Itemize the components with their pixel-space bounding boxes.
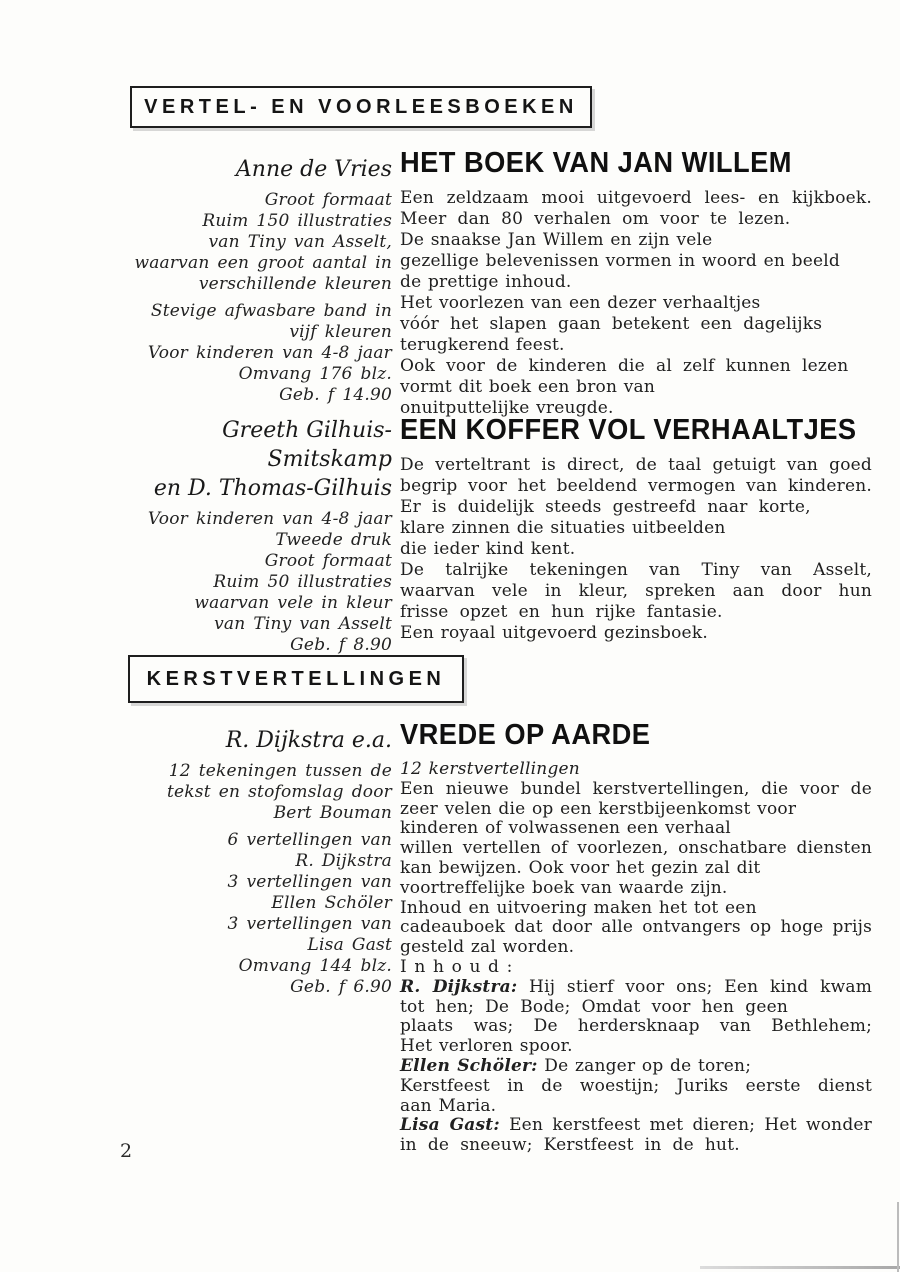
publication-details [100, 761, 392, 824]
detail-line: Geb. f 8.90 [290, 635, 392, 655]
detail-line: waarvan vele in kleur [194, 593, 392, 613]
body-line: tot hen; De Bode; Omdat voor hen geen [400, 996, 788, 1017]
scan-artifact-bottom-edge [700, 1266, 900, 1269]
detail-line: van Tiny van Asselt, [208, 232, 392, 252]
detail-line: 3 vertellingen van [227, 872, 392, 892]
detail-line: Groot formaat [264, 190, 392, 210]
book-title [400, 718, 872, 752]
body-line: die ieder kind kent. [400, 539, 576, 559]
author-name: R. Dijkstra e.a. [225, 728, 392, 753]
body-line: frisse opzet en hun rijke fantasie. [400, 602, 723, 622]
body-line: De talrijke tekeningen van Tiny van Asselt, [400, 560, 872, 580]
book-section-vrede [100, 718, 872, 1156]
description-column [400, 146, 872, 419]
author-column [100, 413, 392, 662]
body-line: cadeauboek dat door alle ontvangers op hoge prijs [400, 917, 872, 938]
body-line: Ook voor de kinderen die al zelf kunnen lezen [400, 356, 849, 376]
publication-details [100, 190, 392, 295]
body-line: Het voorlezen van een dezer verhaaltjes [400, 293, 761, 313]
detail-line: waarvan een groot aantal in [134, 253, 392, 273]
author-block [100, 726, 392, 755]
body-line: onuitputtelijke vreugde. [400, 398, 614, 418]
body-line: Inhoud en uitvoering maken het tot een [400, 897, 757, 918]
publication-details [100, 301, 392, 406]
author-name: Anne de Vries [235, 157, 392, 182]
author-name: en D. Thomas-Gilhuis [153, 476, 392, 501]
detail-line: 6 vertellingen van [227, 830, 392, 850]
author-name: Greeth Gilhuis- [222, 418, 392, 443]
section-header-label: KERSTVERTELLINGEN [146, 667, 446, 690]
author-block [100, 416, 392, 503]
book-section-koffer [100, 413, 872, 662]
body-line: de prettige inhoud. [400, 272, 572, 292]
description-column [400, 718, 872, 1156]
detail-line: Geb. f 14.90 [279, 385, 392, 405]
description-column [400, 413, 872, 662]
body-line: De verteltrant is direct, de taal getuigt van goed [400, 455, 872, 475]
body-line: Een zeldzaam mooi uitgevoerd lees- en kijkboek. [400, 188, 872, 208]
book-title-text: HET BOEK VAN JAN WILLEM [400, 147, 792, 179]
body-line: gezellige belevenissen vormen in woord en beeld [400, 251, 840, 271]
body-line: 12 kerstvertellingen [400, 759, 580, 779]
detail-line: Ruim 50 illustraties [213, 572, 392, 592]
detail-line: Ellen Schöler [271, 893, 392, 913]
body-line: in de sneeuw; Kerstfeest in de hut. [400, 1135, 740, 1156]
body-line: Een nieuwe bundel kerstvertellingen, die voor de [400, 778, 872, 799]
section-header-box-kerst [128, 655, 464, 703]
detail-line: van Tiny van Asselt [214, 614, 392, 634]
body-line: De snaakse Jan Willem en zijn vele [400, 230, 713, 250]
detail-line: Stevige afwasbare band in [150, 301, 392, 321]
detail-line: Voor kinderen van 4-8 jaar [147, 343, 392, 363]
book-title [400, 413, 872, 447]
author-block [100, 155, 392, 184]
body-line: Het verloren spoor. [400, 1036, 573, 1057]
section-header-box-vertel [130, 86, 592, 128]
contributor-name: Lisa Gast: [400, 1115, 500, 1136]
body-line: vormt dit boek een bron van [400, 377, 656, 397]
book-description [400, 455, 872, 644]
body-line: Ellen Schöler: De zanger op de toren; [400, 1055, 752, 1076]
detail-line: Ruim 150 illustraties [202, 211, 392, 231]
body-line: Er is duidelijk steeds gestreefd naar korte, [400, 497, 811, 517]
detail-line: Lisa Gast [307, 935, 392, 955]
body-line: gesteld zal worden. [400, 937, 575, 958]
detail-line: Tweede druk [275, 530, 392, 550]
page-number: 2 [120, 1140, 133, 1162]
author-column [100, 146, 392, 419]
body-line: Lisa Gast: Een kerstfeest met dieren; Het wonder [400, 1115, 872, 1136]
detail-line: Geb. f 6.90 [290, 977, 392, 997]
detail-line: Omvang 176 blz. [238, 364, 392, 384]
body-line: terugkerend feest. [400, 335, 565, 355]
publication-details [100, 830, 392, 998]
body-line: R. Dijkstra: Hij stierf voor ons; Een kind kwam [400, 976, 873, 997]
detail-line: Bert Bouman [273, 803, 392, 823]
author-column [100, 718, 392, 1156]
book-title-text: VREDE OP AARDE [400, 719, 651, 751]
detail-line: Groot formaat [264, 551, 392, 571]
body-line: begrip voor het beeldend vermogen van kinderen. [400, 476, 872, 496]
detail-line: Voor kinderen van 4-8 jaar [147, 509, 392, 529]
detail-line: vijf kleuren [289, 322, 392, 342]
detail-line: Omvang 144 blz. [238, 956, 392, 976]
body-line: plaats was; De herdersknaap van Bethlehem; [400, 1016, 872, 1037]
scan-artifact-right-edge [897, 1202, 899, 1272]
body-line: kinderen of volwassenen een verhaal [400, 818, 731, 839]
section-header-label: VERTEL- EN VOORLEESBOEKEN [144, 95, 578, 118]
book-title-text: EEN KOFFER VOL VERHAALTJES [400, 414, 857, 446]
body-line: aan Maria. [400, 1095, 497, 1116]
author-name: Smitskamp [267, 447, 392, 472]
book-section-jan-willem [100, 146, 872, 419]
body-line: zeer velen die op een kerstbijeenkomst voor [400, 798, 797, 819]
body-line: kan bewijzen. Ook voor het gezin zal dit [400, 857, 761, 878]
publication-details [100, 509, 392, 656]
body-line: voortreffelijke boek van waarde zijn. [400, 877, 728, 898]
body-line: waarvan vele in kleur, spreken aan door hun [400, 581, 872, 601]
contributor-name: R. Dijkstra: [400, 976, 518, 997]
contributor-name: Ellen Schöler: [400, 1055, 538, 1076]
detail-line: 12 tekeningen tussen de [168, 761, 392, 781]
detail-line: verschillende kleuren [198, 274, 392, 294]
body-line: klare zinnen die situaties uitbeelden [400, 518, 726, 538]
body-line: Meer dan 80 verhalen om voor te lezen. [400, 209, 791, 229]
detail-line: 3 vertellingen van [227, 914, 392, 934]
body-line: Kerstfeest in de woestijn; Juriks eerste dienst [400, 1075, 872, 1096]
book-description [400, 188, 872, 419]
body-line: Inhoud: [400, 956, 520, 977]
body-line: vóór het slapen gaan betekent een dagelijks [400, 314, 823, 334]
body-line: willen vertellen of voorlezen, onschatbare diensten [400, 838, 872, 859]
body-line: Een royaal uitgevoerd gezinsboek. [400, 623, 708, 643]
detail-line: tekst en stofomslag door [166, 782, 392, 802]
detail-line: R. Dijkstra [295, 851, 392, 871]
book-title [400, 146, 872, 180]
book-description [400, 760, 872, 1156]
